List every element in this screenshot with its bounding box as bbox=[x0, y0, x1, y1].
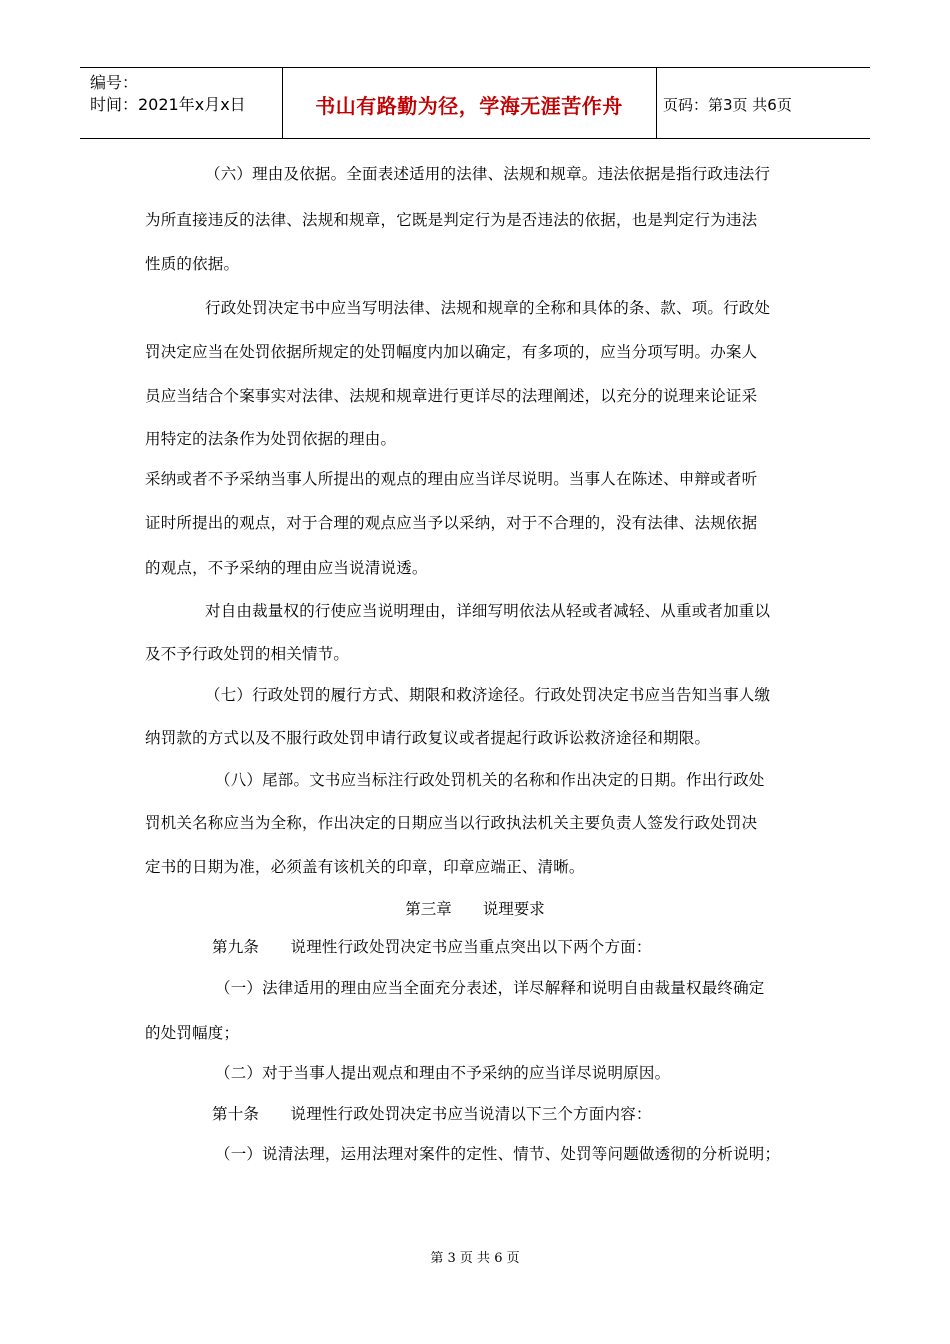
body-line: 及不予行政处罚的相关情节。 bbox=[145, 645, 350, 663]
body-line: 定书的日期为准，必须盖有该机关的印章，印章应端正、清晰。 bbox=[145, 858, 585, 876]
body-line: 纳罚款的方式以及不服行政处罚申请行政复议或者提起行政诉讼救济途径和期限。 bbox=[145, 729, 711, 747]
body-line: 对自由裁量权的行使应当说明理由，详细写明依法从轻或者减轻、从重或者加重以 bbox=[205, 602, 771, 620]
body-line: 的观点，不予采纳的理由应当说清说透。 bbox=[145, 559, 428, 577]
number-label: 编号： bbox=[90, 73, 139, 92]
header-motto: 书山有路勤为径，学海无涯苦作舟 bbox=[315, 94, 623, 118]
body-line: 证时所提出的观点，对于合理的观点应当予以采纳，对于不合理的，没有法律、法规依据 bbox=[145, 514, 758, 532]
body-line: （七）行政处罚的履行方式、期限和救济途径。行政处罚决定书应当告知当事人缴 bbox=[205, 686, 771, 704]
body-line: （二）对于当事人提出观点和理由不予采纳的应当详尽说明原因。 bbox=[215, 1064, 671, 1082]
body-line: 采纳或者不予采纳当事人所提出的观点的理由应当详尽说明。当事人在陈述、申辩或者听 bbox=[145, 470, 758, 488]
body-line: （八）尾部。文书应当标注行政处罚机关的名称和作出决定的日期。作出行政处 bbox=[215, 771, 765, 789]
body-line: 员应当结合个案事实对法律、法规和规章进行更详尽的法理阐述，以充分的说理来论证采 bbox=[145, 387, 758, 405]
header-meta bbox=[90, 72, 246, 116]
page-footer: 第 3 页 共 6 页 bbox=[430, 1251, 520, 1266]
body-line: 用特定的法条作为处罚依据的理由。 bbox=[145, 430, 397, 448]
body-line: 第十条 说理性行政处罚决定书应当说清以下三个方面内容： bbox=[212, 1105, 652, 1123]
body-line: 的处罚幅度； bbox=[145, 1024, 240, 1042]
body-line: 罚机关名称应当为全称，作出决定的日期应当以行政执法机关主要负责人签发行政处罚决 bbox=[145, 814, 758, 832]
body-line: 为所直接违反的法律、法规和规章，它既是判定行为是否违法的依据，也是判定行为违法 bbox=[145, 211, 758, 229]
body-line: 第九条 说理性行政处罚决定书应当重点突出以下两个方面： bbox=[212, 938, 652, 956]
body-line: （六）理由及依据。全面表述适用的法律、法规和规章。违法依据是指行政违法行 bbox=[205, 165, 771, 183]
chapter-heading: 第三章 说理要求 bbox=[405, 900, 545, 918]
document-header bbox=[80, 67, 870, 139]
body-line: 罚决定应当在处罚依据所规定的处罚幅度内加以确定，有多项的，应当分项写明。办案人 bbox=[145, 343, 758, 361]
body-line: （一）法律适用的理由应当全面充分表述，详尽解释和说明自由裁量权最终确定 bbox=[215, 979, 765, 997]
body-line: 性质的依据。 bbox=[145, 255, 240, 273]
body-line: （一）说清法理，运用法理对案件的定性、情节、处罚等问题做透彻的分析说明； bbox=[215, 1145, 781, 1163]
header-divider bbox=[656, 68, 657, 138]
time-label: 时间：2021年x月x日 bbox=[90, 95, 246, 114]
body-line: 行政处罚决定书中应当写明法律、法规和规章的全称和具体的条、款、项。行政处 bbox=[205, 299, 771, 317]
page-label: 页码：第3页 共6页 bbox=[663, 96, 792, 114]
